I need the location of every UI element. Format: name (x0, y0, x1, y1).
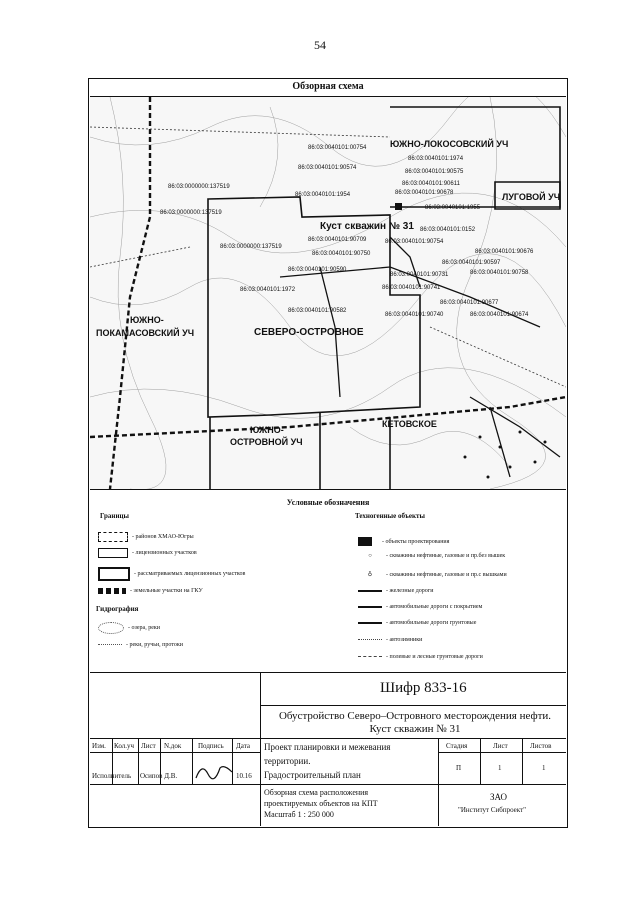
executor-name: Осипов Д.В. (140, 772, 178, 780)
col-izm: Изм. (92, 742, 106, 750)
col-ndok: N.док (164, 742, 182, 750)
cadastral-code: 86:03:0040101:90582 (288, 308, 347, 314)
legend-item: - районов ХМАО-Югры (98, 532, 194, 542)
stage-value: П (456, 764, 462, 772)
area-label-ketovskoe: КЕТОВСКОЕ (382, 419, 437, 429)
doc-title-1: Проект планировки и межевания (264, 742, 391, 752)
cadastral-code: 86:03:0040101:90611 (402, 181, 460, 187)
cadastral-code: 86:03:0040101:1974 (408, 156, 464, 162)
legend-hydro-heading: Гидрография (96, 605, 139, 613)
area-label-south-ostrov-2: ОСТРОВНОЙ УЧ (230, 437, 303, 447)
legend-item: - автозимники (358, 637, 422, 643)
area-label-south-pokamasov-1: ЮЖНО- (130, 315, 164, 325)
cadastral-code: 86:03:0040101:90575 (405, 169, 464, 175)
legend-item: - озера, реки (98, 622, 160, 634)
cadastral-code: 86:03:0040101:90758 (470, 270, 529, 276)
signature (194, 760, 234, 782)
cadastral-code: 86:03:0040101:90678 (395, 190, 454, 196)
cadastral-code: 86:03:0040101:90731 (390, 272, 449, 278)
cadastral-code: 86:03:0040101:0152 (420, 227, 476, 233)
sheets-label: Листов (530, 742, 552, 750)
cadastral-code: 86:03:0040101:90676 (475, 249, 534, 255)
cadastral-code: 86:03:0040101:90597 (442, 260, 501, 266)
sheet-desc-2: проектируемых объектов на КПТ (264, 799, 378, 808)
stage-label: Стадия (446, 742, 468, 750)
col-date: Дата (236, 742, 250, 750)
legend-borders-heading: Границы (100, 512, 129, 520)
page-number: 54 (314, 38, 326, 52)
sheet-label: Лист (493, 742, 508, 750)
legend-item: - реки, ручьи, протоки (98, 642, 183, 648)
area-label-lugovoy: ЛУГОВОЙ УЧ (502, 192, 561, 202)
cadastral-code: 86:03:0040101:90741 (382, 285, 441, 291)
col-signature: Подпись (198, 742, 224, 750)
cadastral-code: 86:03:0040101:1954 (295, 192, 351, 198)
legend-item: ○ - скважины нефтяные, газовые и пр.без вышек (368, 553, 506, 559)
col-list: Лист (141, 742, 156, 750)
legend-item: - полевые и лесные грунтовые дороги (358, 654, 483, 660)
legend-item: - рассматриваемых лицензионных участков (98, 567, 245, 581)
org-line-2: "Институт Сибпроект" (458, 806, 526, 814)
project-name: Обустройство Северо–Островного месторождения нефти. Куст скважин № 31 (278, 710, 552, 735)
cadastral-code: 86:03:0000000:137519 (220, 244, 282, 250)
legend-tech-heading: Техногенные объекты (355, 512, 425, 520)
title-block (90, 672, 566, 826)
overview-map (90, 96, 566, 490)
legend-item: - земельные участки на ГКУ (98, 588, 203, 594)
legend-item: - лицензионных участков (98, 548, 197, 558)
cadastral-code: 86:03:0040101:00754 (308, 145, 367, 151)
cadastral-code: 86:03:0040101:1972 (240, 287, 296, 293)
cadastral-code: 86:03:0040101:90674 (470, 312, 529, 318)
cadastral-code: 86:03:0040101:1955 (425, 205, 481, 211)
legend-title: Условные обозначения (286, 498, 370, 507)
area-label-kust: Куст скважин № 31 (320, 221, 414, 232)
cadastral-code: 86:03:0040101:90754 (385, 239, 444, 245)
sheet-desc-1: Обзорная схема расположения (264, 788, 369, 797)
area-label-south-lokosov: ЮЖНО-ЛОКОСОВСКИЙ УЧ (390, 139, 509, 149)
legend-item: ♁ - скважины нефтяные, газовые и пр.с вышками (367, 571, 507, 578)
legend-item: - железные дороги (358, 588, 433, 594)
legend-item: - автомобильные дороги с покрытием (358, 604, 482, 610)
executor-date: 10.16 (236, 772, 252, 780)
area-label-severo-ostrovnoe: СЕВЕРО-ОСТРОВНОЕ (254, 327, 364, 338)
cadastral-code: 86:03:0000000:137519 (168, 184, 230, 190)
map-drawing (90, 97, 566, 489)
col-kol: Кол.уч (114, 742, 134, 750)
org-line-1: ЗАО (490, 792, 508, 802)
executor-label: Исполнитель (92, 772, 132, 780)
cadastral-code: 86:03:0040101:90740 (385, 312, 444, 318)
cadastral-code: 86:03:0040101:90709 (308, 237, 367, 243)
doc-title-3: Градостроительный план (264, 770, 361, 780)
area-label-south-ostrov-1: ЮЖНО- (250, 425, 284, 435)
cadastral-code: 86:03:0000000:137519 (160, 210, 222, 216)
cadastral-code: 86:03:0040101:90750 (312, 251, 371, 257)
area-label-south-pokamasov-2: ПОКАМАСОВСКИЙ УЧ (96, 328, 195, 338)
doc-title-2: территории. (264, 756, 311, 766)
legend-item: - объекты проектирования (358, 537, 449, 546)
sheets-value: 1 (542, 764, 546, 772)
cadastral-code: 86:03:0040101:90590 (288, 267, 347, 273)
sheet-value: 1 (498, 764, 502, 772)
cadastral-code: 86:03:0040101:90677 (440, 300, 499, 306)
cadastral-code: 86:03:0040101:90574 (298, 165, 357, 171)
map-scale: Масштаб 1 : 250 000 (264, 810, 334, 819)
map-title: Обзорная схема (292, 81, 364, 92)
project-code: Шифр 833-16 (380, 680, 467, 696)
legend-item: - автомобильные дороги грунтовые (358, 620, 476, 626)
